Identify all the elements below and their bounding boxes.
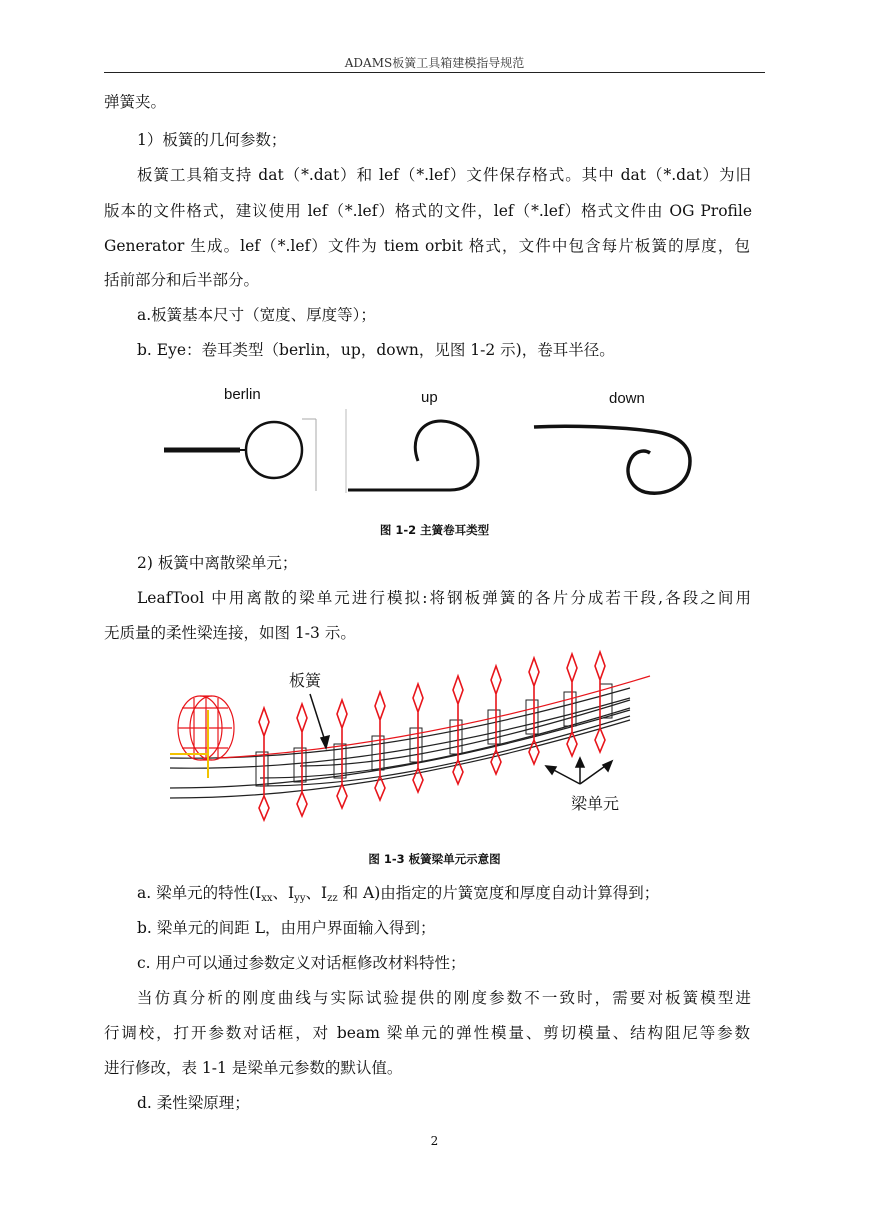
text-line: 板簧工具箱支持 dat（*.dat）和 lef（*.lef）文件保存格式。其中 dat（*.dat）为旧 xyxy=(137,166,751,184)
text-line: 弹簧夹。 xyxy=(104,93,167,111)
text-line: 无质量的柔性梁连接，如图 1-3 示。 xyxy=(104,624,356,642)
label-berlin: berlin xyxy=(224,386,261,403)
figure-1-2-caption: 图 1-2 主簧卷耳类型 xyxy=(379,523,490,537)
header-rule xyxy=(104,72,765,73)
beam-centerline xyxy=(220,676,650,758)
leaf-spring xyxy=(170,688,630,798)
page-header: ADAMS板簧工具箱建模指导规范 xyxy=(344,56,525,70)
eye-cylinder xyxy=(178,696,234,760)
text-line: 括前部分和后半部分。 xyxy=(104,271,260,289)
text-line: d. 柔性梁原理； xyxy=(137,1094,250,1112)
text-line: b. 梁单元的间距 L，由用户界面输入得到； xyxy=(137,919,436,937)
label-down: down xyxy=(609,390,645,407)
label-beam-element: 梁单元 xyxy=(571,796,620,813)
down-eye xyxy=(534,426,690,493)
eye-type-figure xyxy=(150,405,710,505)
up-eye xyxy=(346,409,478,493)
text-line: a. 梁单元的特性($I_{xx}$、$I_{yy}$、$I_{zz}$ 和 A)由指定的片簧宽度和厚度自动计算得到； xyxy=(137,884,660,904)
text-line: 进行修改，表 1-1 是梁单元参数的默认值。 xyxy=(104,1059,403,1077)
text-line: a.板簧基本尺寸（宽度、厚度等）； xyxy=(137,306,376,324)
text-line: LeafTool 中用离散的梁单元进行模拟:将钢板弹簧的各片分成若干段,各段之间用 xyxy=(137,589,751,607)
text-line: 2) 板簧中离散梁单元； xyxy=(137,554,298,572)
text-line: Generator 生成。lef（*.lef）文件为 tiem orbit 格式，文件中包含每片板簧的厚度，包 xyxy=(104,237,750,255)
berlin-eye xyxy=(164,419,316,491)
text-line: 1）板簧的几何参数； xyxy=(137,131,287,149)
page-number: 2 xyxy=(430,1134,439,1148)
text-line: 版本的文件格式，建议使用 lef（*.lef）格式的文件，lef（*.lef）格式文件由 OG Profile xyxy=(104,202,752,220)
label-leaf-spring: 板簧 xyxy=(289,673,322,690)
text-line: 行调校，打开参数对话框，对 beam 梁单元的弹性模量、剪切模量、结构阻尼等参数 xyxy=(104,1024,750,1042)
text-line: 当仿真分析的刚度曲线与实际试验提供的刚度参数不一致时，需要对板簧模型进 xyxy=(137,989,751,1007)
text-line: c. 用户可以通过参数定义对话框修改材料特性； xyxy=(137,954,466,972)
figure-1-3-caption: 图 1-3 板簧梁单元示意图 xyxy=(368,852,501,866)
text-line: b. Eye：卷耳类型（berlin，up，down，见图 1-2 示)，卷耳半径。 xyxy=(137,341,615,359)
label-up: up xyxy=(421,389,438,406)
